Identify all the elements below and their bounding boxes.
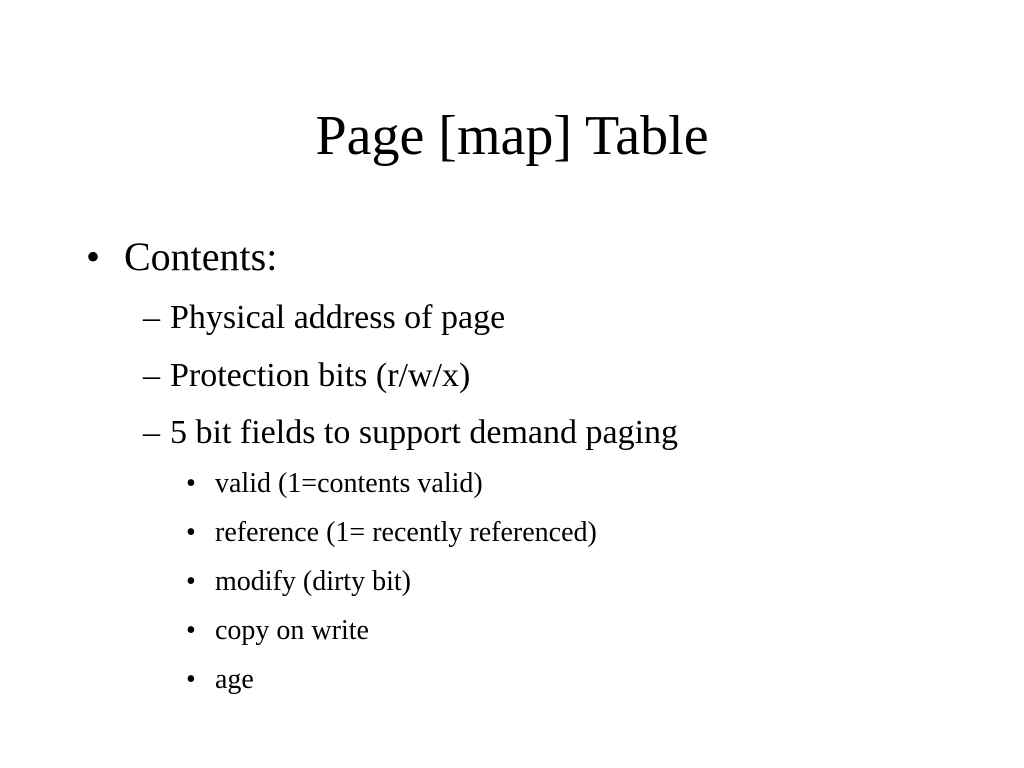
bullet-contents <box>86 232 277 282</box>
sub-sub-item-text: copy on write <box>215 615 369 646</box>
bullet-marker: • <box>86 234 101 279</box>
sub-sub-item-age <box>186 663 254 697</box>
sub-item-text: 5 bit fields to support demand paging <box>170 414 679 451</box>
sub-sub-item-text: age <box>215 664 254 695</box>
dash-marker: – <box>143 299 160 336</box>
dash-marker: – <box>143 357 160 394</box>
sub-item-physical-address <box>143 297 505 339</box>
sub-item-text: Physical address of page <box>170 299 506 336</box>
bullet-marker: • <box>186 664 196 695</box>
sub-item-bit-fields <box>143 412 678 454</box>
sub-sub-item-modify <box>186 565 411 599</box>
sub-sub-item-text: modify (dirty bit) <box>215 566 411 597</box>
bullet-marker: • <box>186 468 196 499</box>
sub-sub-item-text: reference (1= recently referenced) <box>215 517 597 548</box>
sub-item-text: Protection bits (r/w/x) <box>170 357 471 394</box>
bullet-marker: • <box>186 615 196 646</box>
sub-sub-item-copy-on-write <box>186 614 369 648</box>
slide-title: Page [map] Table <box>315 105 709 167</box>
dash-marker: – <box>143 414 160 451</box>
sub-sub-item-reference <box>186 516 597 550</box>
sub-sub-item-text: valid (1=contents valid) <box>215 468 483 499</box>
bullet-marker: • <box>186 566 196 597</box>
bullet-text: Contents: <box>124 234 278 279</box>
sub-item-protection-bits <box>143 355 470 397</box>
sub-sub-item-valid <box>186 467 483 501</box>
bullet-marker: • <box>186 517 196 548</box>
